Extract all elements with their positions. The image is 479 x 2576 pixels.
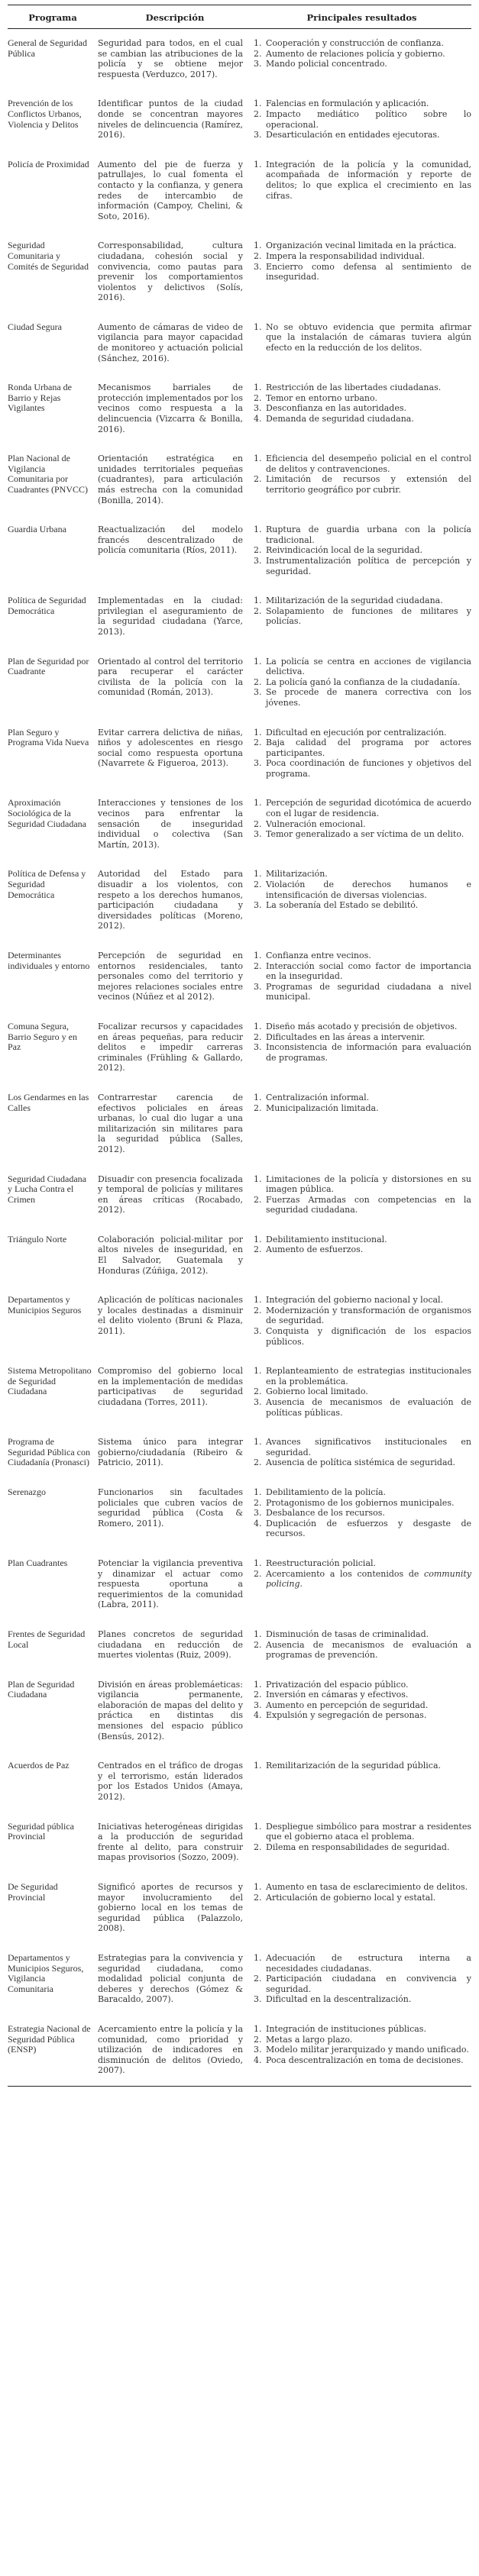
results-list xyxy=(252,798,471,839)
result-text-end: . xyxy=(299,1579,303,1590)
result-item: 2. Limitación de recursos y extensión del territorio geográfico por cubrir. xyxy=(264,474,471,495)
table-row xyxy=(8,373,471,444)
results-list xyxy=(252,322,471,353)
results-list xyxy=(252,2024,471,2065)
result-item: 1. La policía se centra en acciones de vigilancia delictiva. xyxy=(264,657,471,677)
result-item: 1. Disminución de tasas de criminalidad. xyxy=(264,1629,471,1640)
result-item: 1. Militarización. xyxy=(264,869,471,880)
program-results xyxy=(252,1295,471,1347)
result-item: 1. Despliegue simbólico para mostrar a residentes que el gobierno ataca el problema. xyxy=(264,1822,471,1842)
result-item: 2. Fuerzas Armadas con competencias en la seguridad ciudadana. xyxy=(264,1195,471,1215)
result-item: 1. Adecuación de estructura interna a necesidades ciudadanas. xyxy=(264,1953,471,1974)
table-row xyxy=(8,1012,471,1083)
result-item: 1. Organización vecinal limitada en la práctica. xyxy=(264,240,471,251)
program-description: Colaboración policial-militar por altos niveles de inseguridad, en El Salvador, Guatemala y Honduras (Zúñiga, 2012). xyxy=(98,1234,243,1276)
program-results xyxy=(252,1953,471,2005)
table-row xyxy=(8,1873,471,1944)
results-list xyxy=(252,1174,471,1215)
program-results xyxy=(252,1366,471,1418)
table-row xyxy=(8,1751,471,1812)
result-item: 2. Protagonismo de los gobiernos municipales. xyxy=(264,1498,471,1509)
program-results xyxy=(252,525,471,576)
program-results xyxy=(252,1822,471,1863)
program-results xyxy=(252,38,471,79)
program-name: Departamentos y Municipios Seguros xyxy=(8,1294,82,1315)
result-item: 1. Privatización del espacio público. xyxy=(264,1680,471,1690)
program-results xyxy=(252,728,471,780)
program-name: Aproximación Sociológica de la Seguridad Ciudadana xyxy=(8,797,86,829)
table-row xyxy=(8,1083,471,1165)
program-name: Los Gendarmes en las Calles xyxy=(8,1091,89,1113)
program-name: Plan de Seguridad Ciudadana xyxy=(8,1678,75,1700)
table-row xyxy=(8,1549,471,1620)
result-item: 3. Poca coordinación de funciones y objetivos del programa. xyxy=(264,758,471,779)
result-item: 3. Mando policial concentrado. xyxy=(264,59,471,69)
table-row xyxy=(8,89,471,150)
program-results xyxy=(252,1487,471,1539)
program-description: Percepción de seguridad en entornos residenciales, tanto personales como del territorio y mejores relaciones sociales entre vecinos (Núñez et al 2012). xyxy=(98,951,243,1002)
program-description: División en áreas problemáeticas: vigilancia permanente, elaboración de mapas del delito y práctica en distintas dis mensiones del espacio público (Bensús, 2012). xyxy=(98,1679,243,1742)
program-description: Interacciones y tensiones de los vecinos para enfrentar la sensación de inseguridad individual o colectiva (San Martín, 2013). xyxy=(98,798,243,850)
result-item: 2. Inversión en cámaras y efectivos. xyxy=(264,1690,471,1700)
result-item: 2. Impacto mediático político sobre lo operacional. xyxy=(264,109,471,130)
result-item: 3. Aumento en percepción de seguridad. xyxy=(264,1700,471,1711)
results-list xyxy=(252,1366,471,1418)
result-item: 1. Falencias en formulación y aplicación. xyxy=(264,98,471,109)
program-description: Aumento del pie de fuerza y patrullajes, lo cual fomenta el contacto y la confianza, y genera redes de intercambio de información (Campoy, Chelini, & Soto, 2016). xyxy=(98,159,243,221)
program-name: Departamentos y Municipios Seguros, Vigilancia Comunitaria xyxy=(8,1951,84,1994)
result-item: 2. Dificultades en las áreas a intervenir. xyxy=(264,1032,471,1043)
header-programa: Programa xyxy=(28,12,77,23)
result-item: 3. Se procede de manera correctiva con los jóvenes. xyxy=(264,687,471,708)
program-description: Centrados en el tráfico de drogas y el terrorismo, están liderados por los Estados Unidos (Amaya, 2012). xyxy=(98,1761,243,1803)
program-results xyxy=(252,1761,471,1802)
program-results xyxy=(252,1680,471,1742)
result-item xyxy=(264,1569,471,1590)
program-description: Sistema único para integrar gobierno/ciudadanía (Ribeiro & Patricio, 2011). xyxy=(98,1437,243,1468)
results-list xyxy=(252,1487,471,1539)
result-item: 2. Impera la responsabilidad individual. xyxy=(264,251,471,262)
table-row xyxy=(8,1286,471,1357)
table-row xyxy=(8,647,471,718)
program-description: Potenciar la vigilancia preventiva y dinamizar el actuar como respuesta oportuna a requerimientos de la comunidad (Labra, 2011). xyxy=(98,1558,243,1610)
program-description: Seguridad para todos, en el cual se cambian las atribuciones de la policía y se obtiene mejor respuesta (Verduzco, 2017). xyxy=(98,38,243,79)
table-row xyxy=(8,1428,471,1478)
program-results xyxy=(252,1629,471,1661)
program-description: Planes concretos de seguridad ciudadana en reducción de muertes violentas (Ruiz, 2009). xyxy=(98,1629,243,1661)
program-name: Seguridad pública Provincial xyxy=(8,1820,74,1842)
result-item: 2. Modernización y transformación de organismos de seguridad. xyxy=(264,1306,471,1326)
results-list xyxy=(252,1761,471,1771)
result-item: 2. Metas a largo plazo. xyxy=(264,2035,471,2045)
results-list xyxy=(252,1558,471,1590)
result-item: 1. Remilitarización de la seguridad pública. xyxy=(264,1761,471,1771)
table-body xyxy=(8,29,471,2086)
header-descripcion: Descripción xyxy=(145,12,205,23)
result-item: 2. Gobierno local limitado. xyxy=(264,1386,471,1397)
program-description: Orientado al control del territorio para recuperar el carácter civilista de la policía con la comunidad (Román, 2013). xyxy=(98,656,243,698)
result-text: Acercamiento a los contenidos de xyxy=(266,1568,425,1579)
results-list xyxy=(252,951,471,1002)
program-description: Compromiso del gobierno local en la implementación de medidas participativas de seguridad ciudadana (Torres, 2011). xyxy=(98,1366,243,1407)
table-row xyxy=(8,515,471,586)
result-item: 2. Solapamiento de funciones de militares y policías. xyxy=(264,606,471,627)
result-item: 1. Eficiencia del desempeño policial en el control de delitos y contravenciones. xyxy=(264,454,471,474)
program-results xyxy=(252,98,471,140)
results-list xyxy=(252,1093,471,1113)
result-item: 3. Modelo militar jerarquizado y mando unificado. xyxy=(264,2045,471,2055)
program-name: Programa de Seguridad Pública con Ciudadanía (Pronasci) xyxy=(8,1436,90,1468)
result-emphasis: community policing xyxy=(266,1568,471,1590)
table-row xyxy=(8,1357,471,1428)
result-item: 3. Dificultad en la descentralización. xyxy=(264,1994,471,2005)
table-row xyxy=(8,718,471,789)
result-item: 2. Ausencia de mecanismos de evaluación a programas de prevención. xyxy=(264,1640,471,1661)
program-description: Corresponsabilidad, cultura ciudadana, cohesión social y convivencia, como pautas para prevenir los comportamientos violentos y delictivos (Solís, 2016). xyxy=(98,240,243,303)
program-results xyxy=(252,240,471,303)
table-row xyxy=(8,1944,471,2015)
program-name: Acuerdos de Paz xyxy=(8,1760,70,1771)
program-description: Disuadir con presencia focalizada y temporal de policías y militares en áreas críticas (Rocabado, 2012). xyxy=(98,1173,243,1215)
result-item: 2. Aumento de esfuerzos. xyxy=(264,1244,471,1255)
result-item: 1. Aumento en tasa de esclarecimiento de delitos. xyxy=(264,1882,471,1893)
program-results xyxy=(252,322,471,363)
results-list xyxy=(252,728,471,780)
program-results xyxy=(252,1174,471,1215)
result-item: 3. Inconsistencia de información para evaluación de programas. xyxy=(264,1042,471,1063)
table-row xyxy=(8,1225,471,1286)
results-list xyxy=(252,383,471,424)
program-description: Significó aportes de recursos y mayor involucramiento del gobierno local en los temas de seguridad pública (Palazzolo, 2008). xyxy=(98,1882,243,1934)
result-item: 2. Violación de derechos humanos e intensificación de diversas violencias. xyxy=(264,880,471,900)
program-name: General de Seguridad Pública xyxy=(8,37,87,59)
result-item: 3. Instrumentalización política de percepción y seguridad. xyxy=(264,556,471,576)
result-item: 1. Integración de la policía y la comunidad, acompañada de información y reporte de delitos; lo que explica el crecimiento en las cifras. xyxy=(264,160,471,201)
result-item: 1. Reestructuración policial. xyxy=(264,1558,471,1569)
results-list xyxy=(252,1822,471,1853)
program-results xyxy=(252,1235,471,1276)
result-item: 2. Ausencia de política sistémica de seguridad. xyxy=(264,1457,471,1468)
result-item: 2. Temor en entorno urbano. xyxy=(264,393,471,404)
program-description: Implementadas en la ciudad: privilegian el aseguramiento de la seguridad ciudadana (Yarce, 2013). xyxy=(98,596,243,637)
result-item: 3. Desbalance de los recursos. xyxy=(264,1508,471,1519)
result-item: 3. Desconfianza en las autoridades. xyxy=(264,403,471,414)
result-item: 2. Municipalización limitada. xyxy=(264,1103,471,1114)
program-name: De Seguridad Provincial xyxy=(8,1881,58,1903)
table-row xyxy=(8,941,471,1012)
result-item: 2. Vulneración emocional. xyxy=(264,819,471,830)
program-name: Seguridad Comunitaria y Comités de Seguridad xyxy=(8,240,89,272)
program-name: Plan de Seguridad por Cuadrante xyxy=(8,655,89,677)
result-item: 4. Duplicación de esfuerzos y desgaste de recursos. xyxy=(264,1519,471,1539)
program-description: Orientación estratégica en unidades territoriales pequeñas (cuadrantes), para articulación más estrecha con la comunidad (Bonilla, 2014). xyxy=(98,454,243,505)
table-row xyxy=(8,1813,471,1873)
results-list xyxy=(252,1629,471,1661)
table-row xyxy=(8,1165,471,1225)
result-item: 2. Participación ciudadana en convivencia y seguridad. xyxy=(264,1974,471,1994)
result-item: 3. Conquista y dignificación de los espacios públicos. xyxy=(264,1326,471,1347)
result-item: 4. Demanda de seguridad ciudadana. xyxy=(264,414,471,424)
result-item: 3. Desarticulación en entidades ejecutoras. xyxy=(264,130,471,140)
result-item: 1. Cooperación y construcción de confianza. xyxy=(264,38,471,49)
table-row xyxy=(8,1478,471,1549)
table-header xyxy=(8,5,471,29)
program-name: Policía de Proximidad xyxy=(8,158,89,169)
program-name: Plan Cuadrantes xyxy=(8,1557,68,1568)
program-name: Plan Nacional de Vigilancia Comunitaria por Cuadrantes (PNVCC) xyxy=(8,453,88,495)
results-list xyxy=(252,1295,471,1347)
result-item: 1. Replanteamiento de estrategias institucionales en la problemática. xyxy=(264,1366,471,1386)
result-item: 3. La soberanía del Estado se debilitó. xyxy=(264,900,471,911)
program-results xyxy=(252,1558,471,1610)
result-item: 3. Ausencia de mecanismos de evaluación de políticas públicas. xyxy=(264,1397,471,1418)
program-description: Reactualización del modelo francés descentralizado de policía comunitaria (Ríos, 2011). xyxy=(98,525,243,556)
results-list xyxy=(252,38,471,69)
program-name: Estrategia Nacional de Seguridad Pública (ENSP) xyxy=(8,2022,91,2055)
program-name: Prevención de los Conflictos Urbanos, Violencia y Delitos xyxy=(8,98,82,130)
program-description: Estrategias para la convivencia y seguridad ciudadana, como modalidad policial conjunta de deberes y derechos (Gómez & Baracaldo, 2007). xyxy=(98,1952,243,2005)
program-results xyxy=(252,2024,471,2076)
result-item: 1. Restricción de las libertades ciudadanas. xyxy=(264,383,471,393)
results-list xyxy=(252,454,471,495)
results-list xyxy=(252,657,471,709)
program-name: Política de Seguridad Democrática xyxy=(8,595,86,616)
program-name: Guardia Urbana xyxy=(8,524,66,535)
result-item: 3. Encierro como defensa al sentimiento de inseguridad. xyxy=(264,262,471,282)
program-description: Contrarrestar carencia de efectivos policiales en áreas urbanas, lo cual dio lugar a una militarización sin militares para la seguridad pública (Salles, 2012). xyxy=(98,1092,243,1154)
program-name: Ciudad Segura xyxy=(8,321,62,332)
result-item: 1. Centralización informal. xyxy=(264,1093,471,1103)
program-name: Seguridad Ciudadana y Lucha Contra el Crimen xyxy=(8,1173,86,1205)
table-row xyxy=(8,1620,471,1671)
result-item: 1. Ruptura de guardia urbana con la policía tradicional. xyxy=(264,525,471,545)
table-row xyxy=(8,789,471,860)
results-list xyxy=(252,1235,471,1255)
table-row xyxy=(8,860,471,941)
program-description: Funcionarios sin facultades policiales que cubren vacíos de seguridad pública (Costa & Romero, 2011). xyxy=(98,1487,243,1528)
program-results xyxy=(252,869,471,931)
results-list xyxy=(252,869,471,910)
results-list xyxy=(252,1680,471,1721)
program-description: Focalizar recursos y capacidades en áreas pequeñas, para reducir delitos e impedir carreras criminales (Frühling & Gallardo, 2012). xyxy=(98,1021,243,1073)
table-row xyxy=(8,444,471,515)
program-results xyxy=(252,1437,471,1468)
results-list xyxy=(252,160,471,201)
result-item: 2. Interacción social como factor de importancia en la inseguridad. xyxy=(264,961,471,982)
results-list xyxy=(252,596,471,627)
program-results xyxy=(252,657,471,709)
result-item: 1. Debilitamiento institucional. xyxy=(264,1235,471,1245)
result-item: 2. Articulación de gobierno local y estatal. xyxy=(264,1893,471,1903)
result-item: 1. Debilitamiento de la policía. xyxy=(264,1487,471,1498)
program-description: Mecanismos barriales de protección implementados por los vecinos como respuesta a la delincuencia (Vizcarra & Bonilla, 2016). xyxy=(98,383,243,434)
table-row xyxy=(8,150,471,232)
program-description: Evitar carrera delictiva de niñas, niños y adolescentes en riesgo social como respuesta oportuna (Navarrete & Figueroa, 2013). xyxy=(98,727,243,769)
program-results xyxy=(252,383,471,434)
result-item: 1. Limitaciones de la policía y distorsiones en su imagen pública. xyxy=(264,1174,471,1195)
results-list xyxy=(252,240,471,282)
table-row xyxy=(8,1671,471,1752)
result-item: 1. Percepción de seguridad dicotómica de acuerdo con el lugar de residencia. xyxy=(264,798,471,818)
program-description: Iniciativas heterogéneas dirigidas a la producción de seguridad frente al delito, para construir mapas provisorios (Sozzo, 2009). xyxy=(98,1821,243,1863)
program-description: Autoridad del Estado para disuadir a los violentos, con respeto a los derechos humanos, participación ciudadana y diversidades políticas (Moreno, 2012). xyxy=(98,869,243,931)
table-row xyxy=(8,313,471,373)
program-name: Política de Defensa y Seguridad Democrática xyxy=(8,868,86,900)
result-item: 2. Aumento de relaciones policía y gobierno. xyxy=(264,49,471,60)
results-list xyxy=(252,1437,471,1468)
table-row xyxy=(8,29,471,89)
program-name: Ronda Urbana de Barrio y Rejas Vigilantes xyxy=(8,382,72,414)
result-item: 4. Poca descentralización en toma de decisiones. xyxy=(264,2055,471,2066)
result-item: 2. Baja calidad del programa por actores participantes. xyxy=(264,738,471,758)
program-name: Frentes de Seguridad Local xyxy=(8,1628,86,1650)
program-results xyxy=(252,160,471,222)
result-item: 1. Integración de instituciones públicas. xyxy=(264,2024,471,2035)
program-description: Acercamiento entre la policía y la comunidad, como prioridad y utilización de indicadores en disminución de delitos (Oviedo, 2007). xyxy=(98,2023,243,2076)
program-description: Identificar puntos de la ciudad donde se concentran mayores niveles de delincuencia (Ramírez, 2016). xyxy=(98,98,243,140)
result-item: 1. Avances significativos institucionales en seguridad. xyxy=(264,1437,471,1457)
program-results xyxy=(252,596,471,637)
header-resultados: Principales resultados xyxy=(306,12,417,23)
program-results xyxy=(252,1882,471,1934)
program-results xyxy=(252,454,471,505)
result-item: 2. La policía ganó la confianza de la ciudadanía. xyxy=(264,677,471,688)
program-results xyxy=(252,1022,471,1073)
program-description: Aumento de cámaras de video de vigilancia para mayor capacidad de monitoreo y actuación policial (Sánchez, 2016). xyxy=(98,321,243,363)
result-item: 1. Dificultad en ejecución por centralización. xyxy=(264,728,471,738)
program-name: Determinantes individuales y entorno xyxy=(8,950,90,971)
result-item: 3. Programas de seguridad ciudadana a nivel municipal. xyxy=(264,982,471,1002)
result-item: 1. Diseño más acotado y precisión de objetivos. xyxy=(264,1022,471,1032)
results-list xyxy=(252,98,471,140)
table-row xyxy=(8,2015,471,2086)
result-item: 2. Reivindicación local de la seguridad. xyxy=(264,545,471,556)
result-item: 1. Militarización de la seguridad ciudadana. xyxy=(264,596,471,606)
results-list xyxy=(252,1022,471,1063)
result-item: 2. Dilema en responsabilidades de seguridad. xyxy=(264,1842,471,1853)
program-results xyxy=(252,798,471,850)
programs-table xyxy=(8,5,471,2087)
result-item: 1. No se obtuvo evidencia que permita afirmar que la instalación de cámaras tuviera algún efecto en la reducción de los delitos. xyxy=(264,322,471,353)
program-name: Comuna Segura, Barrio Seguro y en Paz xyxy=(8,1020,77,1053)
results-list xyxy=(252,1882,471,1903)
result-item: 4. Expulsión y segregación de personas. xyxy=(264,1710,471,1721)
result-item: 1. Confianza entre vecinos. xyxy=(264,951,471,961)
program-name: Plan Seguro y Programa Vida Nueva xyxy=(8,726,89,748)
result-item: 3. Temor generalizado a ser víctima de un delito. xyxy=(264,829,471,840)
table-row xyxy=(8,231,471,313)
program-name: Serenazgo xyxy=(8,1486,46,1497)
result-item: 1. Integración del gobierno nacional y local. xyxy=(264,1295,471,1306)
results-list xyxy=(252,525,471,576)
program-name: Sistema Metropolitano de Seguridad Ciudadana xyxy=(8,1365,92,1397)
table-row xyxy=(8,586,471,647)
program-description: Aplicación de políticas nacionales y locales destinadas a disminuir el delito violento (Bruni & Plaza, 2011). xyxy=(98,1295,243,1337)
program-name: Triángulo Norte xyxy=(8,1233,67,1244)
results-list xyxy=(252,1953,471,2005)
program-results xyxy=(252,1093,471,1155)
program-results xyxy=(252,951,471,1002)
